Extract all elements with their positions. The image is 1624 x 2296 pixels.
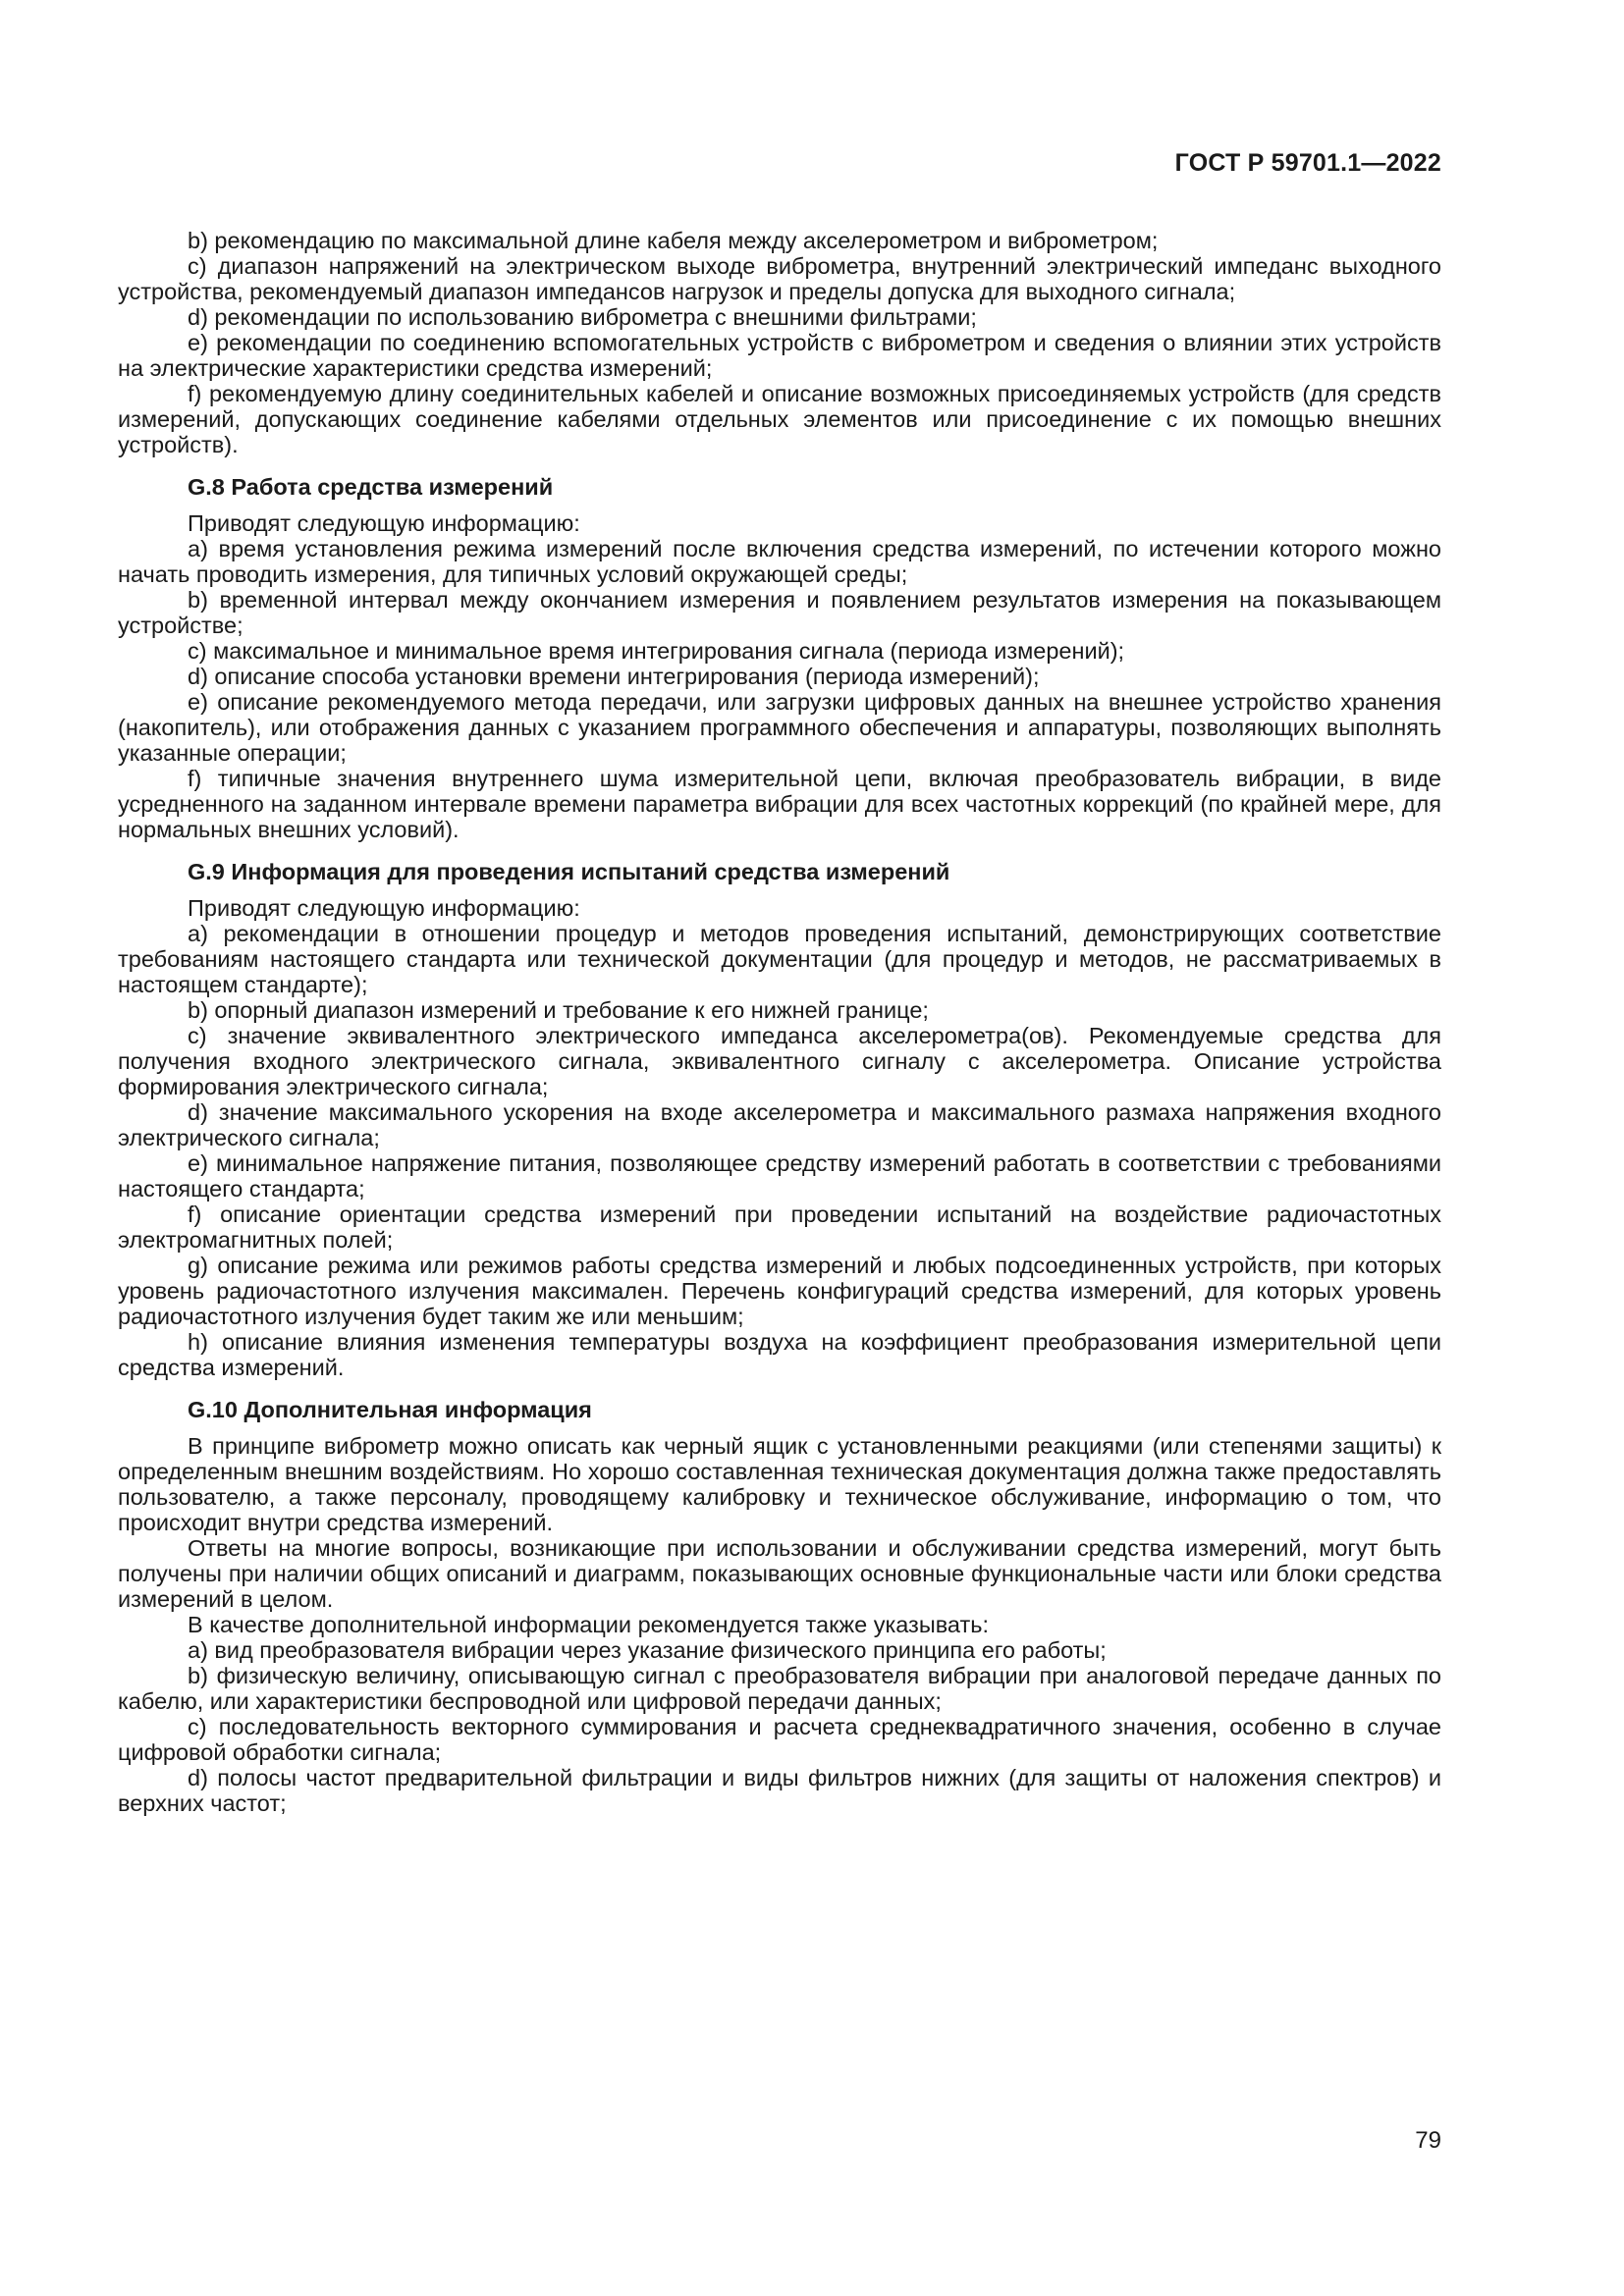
paragraph: Приводят следующую информацию: xyxy=(188,895,580,921)
paragraph: b) физическую величину, описывающую сигнал с преобразователя вибрации при аналоговой передаче данных по кабелю, или характеристики беспроводной или цифровой передачи данных; xyxy=(118,1663,1441,1714)
paragraph: a) время установления режима измерений после включения средства измерений, по истечении которого можно начать проводить измерения, для типичных условий окружающей среды; xyxy=(118,536,1441,587)
paragraph: b) временной интервал между окончанием измерения и появлением результатов измерения на показывающем устройстве; xyxy=(118,587,1441,638)
paragraph: g) описание режима или режимов работы средства измерений и любых подсоединенных устройств, при которых уровень радиочастотного излучения максимален. Перечень конфигураций средства измерений, для которых уровень радиочастотного излучения будет таким же или меньшим; xyxy=(118,1253,1441,1329)
paragraph: b) рекомендацию по максимальной длине кабеля между акселерометром и виброметром; xyxy=(188,228,1159,253)
paragraph: c) последовательность векторного суммирования и расчета среднеквадратичного значения, особенно в случае цифровой обработки сигнала; xyxy=(118,1714,1441,1765)
section-heading: G.8 Работа средства измерений xyxy=(188,474,554,500)
paragraph: e) минимальное напряжение питания, позволяющее средству измерений работать в соответствии с требованиями настоящего стандарта; xyxy=(118,1150,1441,1201)
paragraph: f) рекомендуемую длину соединительных кабелей и описание возможных присоединяемых устройств (для средств измерений, допускающих соединение кабелями отдельных элементов или присоединение с их помощью внешних устройств). xyxy=(118,381,1441,457)
paragraph: Ответы на многие вопросы, возникающие при использовании и обслуживании средства измерений, могут быть получены при наличии общих описаний и диаграмм, показывающих основные функциональные части или блоки средства измерений в целом. xyxy=(118,1535,1441,1612)
paragraph: d) значение максимального ускорения на входе акселерометра и максимального размаха напряжения входного электрического сигнала; xyxy=(118,1099,1441,1150)
paragraph: b) опорный диапазон измерений и требование к его нижней границе; xyxy=(188,997,929,1023)
section-heading: G.9 Информация для проведения испытаний средства измерений xyxy=(188,859,950,884)
paragraph: a) вид преобразователя вибрации через указание физического принципа его работы; xyxy=(188,1637,1107,1663)
paragraph: d) полосы частот предварительной фильтрации и виды фильтров нижних (для защиты от наложения спектров) и верхних частот; xyxy=(118,1765,1441,1816)
paragraph: f) описание ориентации средства измерений при проведении испытаний на воздействие радиочастотных электромагнитных полей; xyxy=(118,1201,1441,1253)
paragraph: e) описание рекомендуемого метода передачи, или загрузки цифровых данных на внешнее устройство хранения (накопитель), или отображения данных с указанием программного обеспечения и аппаратуры, позволяющих выполнять указанные операции; xyxy=(118,689,1441,766)
paragraph: d) рекомендации по использованию виброметра с внешними фильтрами; xyxy=(188,304,977,330)
page-number: 79 xyxy=(1415,2127,1441,2154)
paragraph: c) диапазон напряжений на электрическом выходе виброметра, внутренний электрический импеданс выходного устройства, рекомендуемый диапазон импедансов нагрузок и пределы допуска для выходного сигнала; xyxy=(118,253,1441,304)
paragraph: c) значение эквивалентного электрического импеданса акселерометра(ов). Рекомендуемые средства для получения входного электрического сигнала, эквивалентного сигналу с акселерометра. Описание устройства формирования электрического сигнала; xyxy=(118,1023,1441,1099)
document-body xyxy=(118,228,1441,1816)
paragraph: Приводят следующую информацию: xyxy=(188,510,580,536)
paragraph: d) описание способа установки времени интегрирования (периода измерений); xyxy=(188,664,1040,689)
paragraph: В качестве дополнительной информации рекомендуется также указывать: xyxy=(188,1612,990,1637)
paragraph: a) рекомендации в отношении процедур и методов проведения испытаний, демонстрирующих соответствие требованиям настоящего стандарта или технической документации (для процедур и методов, не рассматриваемых в настоящем стандарте); xyxy=(118,921,1441,997)
paragraph: h) описание влияния изменения температуры воздуха на коэффициент преобразования измерительной цепи средства измерений. xyxy=(118,1329,1441,1380)
paragraph: e) рекомендации по соединению вспомогательных устройств с виброметром и сведения о влиянии этих устройств на электрические характеристики средства измерений; xyxy=(118,330,1441,381)
document-designation: ГОСТ Р 59701.1—2022 xyxy=(1174,149,1441,177)
paragraph: c) максимальное и минимальное время интегрирования сигнала (периода измерений); xyxy=(188,638,1125,664)
section-heading: G.10 Дополнительная информация xyxy=(188,1397,592,1422)
paragraph: В принципе виброметр можно описать как черный ящик с установленными реакциями (или степенями защиты) к определенным внешним воздействиям. Но хорошо составленная техническая документация должна также предоставлять пользователю, а также персоналу, проводящему калибровку и техническое обслуживание, информацию о том, что происходит внутри средства измерений. xyxy=(118,1433,1441,1535)
paragraph: f) типичные значения внутреннего шума измерительной цепи, включая преобразователь вибрации, в виде усредненного на заданном интервале времени параметра вибрации для всех частотных коррекций (по крайней мере, для нормальных внешних условий). xyxy=(118,766,1441,842)
